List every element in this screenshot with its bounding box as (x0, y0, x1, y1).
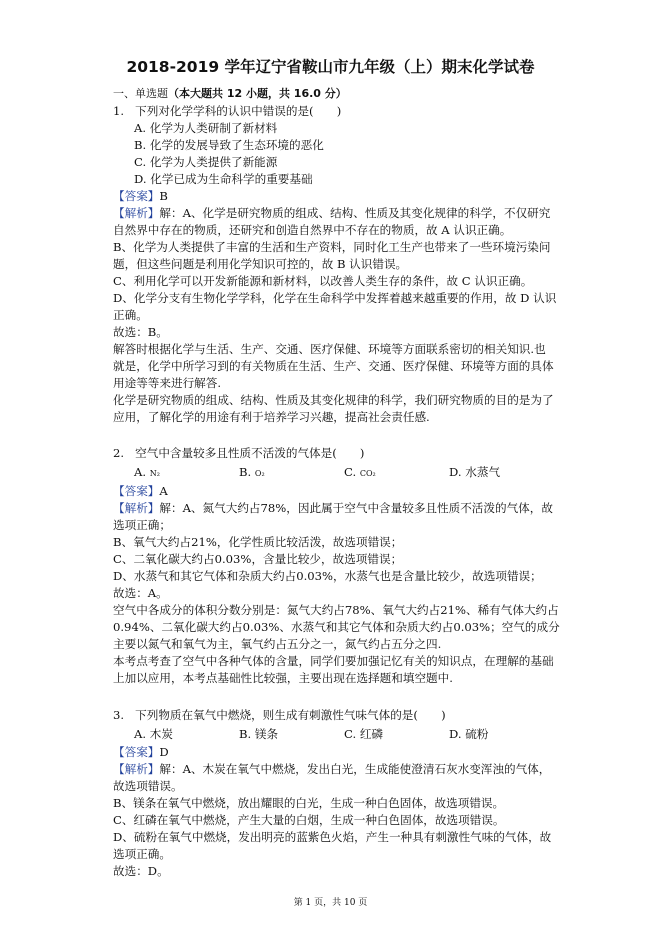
q2-option-d: D. 水蒸气 (449, 465, 501, 479)
analysis-tag: 【解析】 (113, 762, 160, 776)
formula-o2: O₂ (254, 469, 265, 478)
q2-analysis-line: C、二氧化碳大约占0.03%，含量比较少，故选项错误； (113, 552, 403, 566)
question-1-stem (113, 103, 341, 120)
q3-analysis-line: 故选：D。 (113, 864, 169, 878)
q3-option-c: C. 红磷 (344, 727, 384, 741)
q2-analysis-line: 本考点考查了空气中各种气体的含量，同学们要加强记忆有关的知识点，在理解的基础 (113, 654, 554, 668)
q2-analysis-line: 0.94%、二氧化碳大约占0.03%、水蒸气和其它气体和杂质大约占0.03%；空气的成分 (113, 620, 560, 634)
q3-option-d: D. 硫粉 (449, 727, 489, 741)
page-title: 2018-2019 学年辽宁省鞍山市九年级（上）期末化学试卷 (126, 58, 535, 76)
q2-analysis-line: 主要以氮气和氧气为主，氧气约占五分之一，氮气约占五分之四. (113, 637, 442, 651)
q3-option-b: B. 镁条 (239, 727, 279, 741)
analysis-text: 解：A、木炭在氧气中燃烧，发出白光，生成能使澄清石灰水变浑浊的气体， (159, 762, 551, 776)
q1-analysis-line: 应用，了解化学的用途有利于培养学习兴趣，提高社会责任感. (113, 410, 430, 424)
analysis-tag: 【解析】 (113, 501, 160, 515)
q2-analysis-line (113, 500, 553, 517)
analysis-text: 解：A、化学是研究物质的组成、结构、性质及其变化规律的科学，不仅研究 (159, 206, 551, 220)
q1-option-d: D. 化学已成为生命科学的重要基础 (134, 172, 313, 186)
option-letter: C. (344, 465, 357, 479)
answer-tag: 【答案】 (113, 484, 160, 498)
q2-analysis-line: 选项正确； (113, 518, 171, 532)
q2-option-b (239, 464, 265, 482)
answer-tag: 【答案】 (113, 189, 160, 203)
q1-analysis-line: 自然界中存在的物质，还研究和创造自然界中不存在的物质，故 A 认识正确。 (113, 223, 512, 237)
q1-analysis-line: B、化学为人类提供了丰富的生活和生产资料，同时化工生产也带来了一些环境污染问 (113, 240, 551, 254)
q1-analysis-line: D、化学分支有生物化学学科，化学在生命科学中发挥着越来越重要的作用，故 D 认识 (113, 291, 557, 305)
q2-option-a (134, 464, 160, 482)
q2-analysis-line: 空气中各成分的体积分数分别是：氮气大约占78%、氧气大约占21%、稀有气体大约占 (113, 603, 559, 617)
q1-analysis-line: 故选：B。 (113, 325, 168, 339)
q2-option-c (344, 464, 376, 482)
answer-tag: 【答案】 (113, 745, 160, 759)
page-footer: 第 1 页，共 10 页 (293, 898, 368, 908)
question-2-stem (113, 445, 364, 462)
section-heading (113, 85, 347, 102)
question-number: 3. (113, 708, 125, 722)
question-text: 下列物质在氧气中燃烧，则生成有刺激性气味气体的是( ) (135, 708, 446, 722)
q1-analysis-line: 就是，化学中所学习到的有关物质在生活、生产、交通、医疗保健、环境等方面的具体 (113, 359, 554, 373)
analysis-text: 解：A、氮气大约占78%，因此属于空气中含量较多且性质不活泼的气体，故 (159, 501, 553, 515)
option-letter: A. (134, 465, 147, 479)
q2-answer (113, 483, 168, 500)
q1-analysis-line: 解答时根据化学与生活、生产、交通、医疗保健、环境等方面联系密切的相关知识.也 (113, 342, 546, 356)
q1-option-c: C. 化学为人类提供了新能源 (134, 155, 278, 169)
q1-analysis-line: 正确。 (113, 308, 148, 322)
q2-analysis-line: B、氧气大约占21%，化学性质比较活泼，故选项错误； (113, 535, 403, 549)
q3-option-a: A. 木炭 (134, 727, 173, 741)
q3-answer (113, 744, 169, 761)
q3-analysis-line: D、硫粉在氧气中燃烧，发出明亮的蓝紫色火焰，产生一种具有刺激性气味的气体，故 (113, 830, 552, 844)
answer-value: D (159, 745, 169, 759)
q1-analysis-line: 用途等等来进行解答. (113, 376, 222, 390)
q3-analysis-line: C、红磷在氧气中燃烧，产生大量的白烟，生成一种白色固体，故选项错误。 (113, 813, 505, 827)
q3-analysis-line (113, 761, 550, 778)
question-number: 2. (113, 446, 125, 460)
question-number: 1. (113, 104, 125, 118)
formula-co2: CO₂ (359, 469, 376, 478)
question-text: 空气中含量较多且性质不活泼的气体是( ) (135, 446, 365, 460)
section-note: （本大题共 12 小题，共 16.0 分） (168, 87, 347, 100)
q1-answer (113, 188, 168, 205)
q2-analysis-line: D、水蒸气和其它气体和杂质大约占0.03%，水蒸气也是含量比较少，故选项错误； (113, 569, 542, 583)
answer-value: B (159, 189, 168, 203)
analysis-tag: 【解析】 (113, 206, 160, 220)
section-label: 一、单选题 (113, 87, 168, 100)
option-letter: B. (239, 465, 252, 479)
q1-analysis-line: 化学是研究物质的组成、结构、性质及其变化规律的科学，我们研究物质的目的是为了 (113, 393, 554, 407)
q1-option-a: A. 化学为人类研制了新材料 (134, 121, 278, 135)
q1-analysis-line: 题，但这些问题是利用化学知识可控的，故 B 认识错误。 (113, 257, 408, 271)
answer-value: A (159, 484, 168, 498)
q3-analysis-line: 选项正确。 (113, 847, 171, 861)
q3-analysis-line: 故选项错误。 (113, 779, 183, 793)
q2-analysis-line: 上加以应用，本考点基础性比较强，主要出现在选择题和填空题中. (113, 671, 453, 685)
question-3-stem (113, 707, 446, 724)
q1-analysis-line: C、利用化学可以开发新能源和新材料，以改善人类生存的条件，故 C 认识正确。 (113, 274, 533, 288)
q2-analysis-line: 故选：A。 (113, 586, 168, 600)
question-text: 下列对化学学科的认识中错误的是( ) (135, 104, 342, 118)
q1-option-b: B. 化学的发展导致了生态环境的恶化 (134, 138, 324, 152)
q1-analysis-line (113, 205, 550, 222)
q3-analysis-line: B、镁条在氧气中燃烧，放出耀眼的白光，生成一种白色固体，故选项错误。 (113, 796, 505, 810)
formula-n2: N₂ (149, 469, 160, 478)
